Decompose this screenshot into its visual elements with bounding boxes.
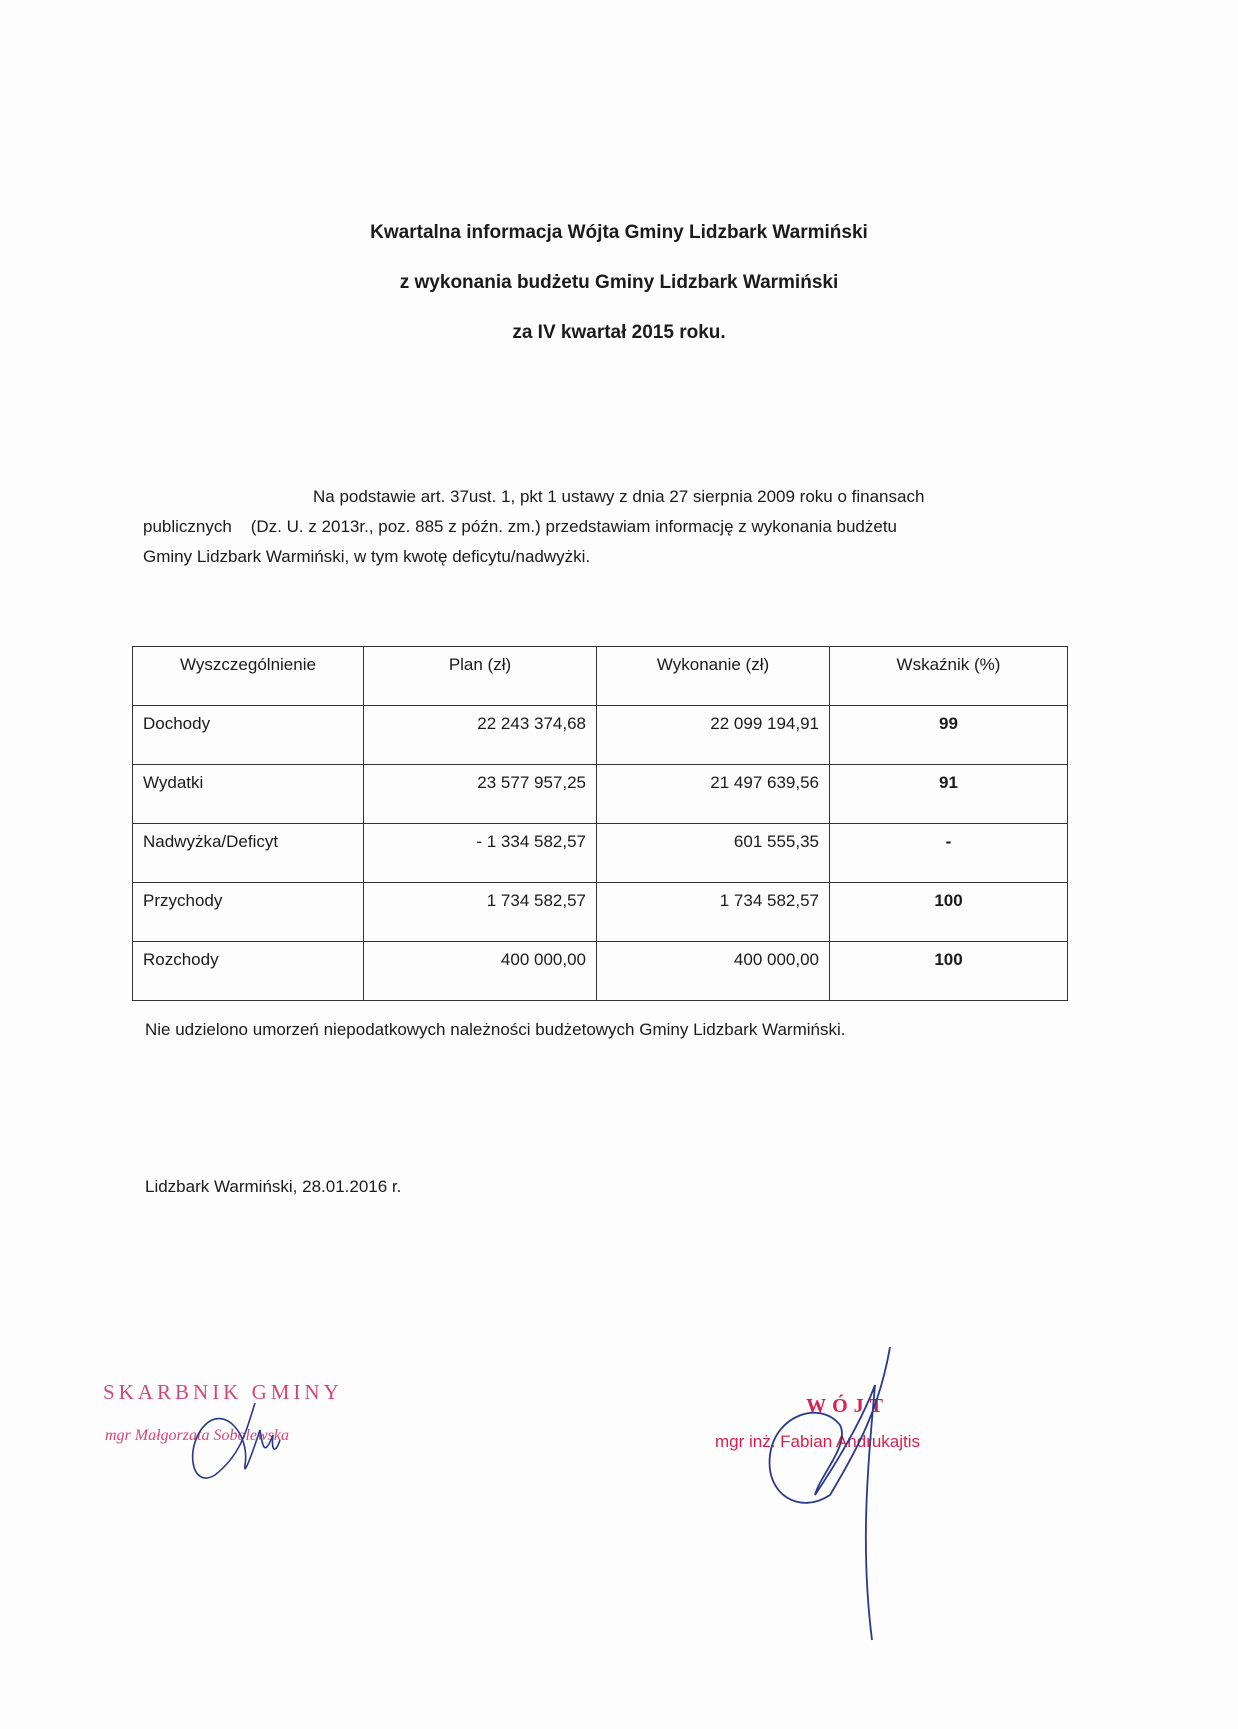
ratio-value: 100 — [830, 942, 1068, 1001]
table-row — [133, 883, 1068, 942]
execution-value: 22 099 194,91 — [597, 706, 830, 765]
header-cell: Wskaźnik (%) — [830, 647, 1068, 706]
intro-line3: Gminy Lidzbark Warmiński, w tym kwotę deficytu/nadwyżki. — [143, 547, 591, 566]
ratio-value: 100 — [830, 883, 1068, 942]
intro-line1: Na podstawie art. 37ust. 1, pkt 1 ustawy z dnia 27 sierpnia 2009 roku o finansach — [313, 487, 925, 506]
plan-value: 400 000,00 — [364, 942, 597, 1001]
intro-paragraph — [143, 482, 1063, 572]
table-row — [133, 706, 1068, 765]
remission-note: Nie udzielono umorzeń niepodatkowych należności budżetowych Gminy Lidzbark Warmiński. — [145, 1020, 846, 1039]
table-header-row — [133, 647, 1068, 706]
table-row — [133, 942, 1068, 1001]
header-cell: Wyszczególnienie — [133, 647, 364, 706]
mayor-stamp-title: WÓJT — [806, 1395, 889, 1417]
intro-line2: publicznych (Dz. U. z 2013r., poz. 885 z późn. zm.) przedstawiam informację z wykonania budżetu — [143, 517, 898, 536]
row-label: Nadwyżka/Deficyt — [133, 824, 364, 883]
plan-value: 22 243 374,68 — [364, 706, 597, 765]
plan-value: 1 734 582,57 — [364, 883, 597, 942]
treasurer-stamp-name: mgr Małgorzata Sobolewska — [105, 1427, 289, 1444]
place-date: Lidzbark Warmiński, 28.01.2016 r. — [145, 1177, 402, 1196]
plan-value: - 1 334 582,57 — [364, 824, 597, 883]
table-row — [133, 765, 1068, 824]
ratio-value: - — [830, 824, 1068, 883]
header-cell: Wykonanie (zł) — [597, 647, 830, 706]
table-row — [133, 824, 1068, 883]
execution-value: 21 497 639,56 — [597, 765, 830, 824]
document-title-line2: z wykonania budżetu Gminy Lidzbark Warmiński — [399, 272, 839, 293]
row-label: Dochody — [133, 706, 364, 765]
treasurer-stamp-title: SKARBNIK GMINY — [103, 1380, 343, 1404]
document-title-line3: za IV kwartał 2015 roku. — [512, 322, 726, 343]
plan-value: 23 577 957,25 — [364, 765, 597, 824]
treasurer-signature-icon — [185, 1395, 295, 1490]
row-label: Rozchody — [133, 942, 364, 1001]
budget-table — [132, 646, 1068, 1001]
mayor-stamp-name: mgr inż. Fabian Andrukajtis — [715, 1432, 921, 1451]
execution-value: 1 734 582,57 — [597, 883, 830, 942]
row-label: Wydatki — [133, 765, 364, 824]
header-cell: Plan (zł) — [364, 647, 597, 706]
document-title-line1: Kwartalna informacja Wójta Gminy Lidzbark Warmiński — [370, 222, 868, 243]
execution-value: 601 555,35 — [597, 824, 830, 883]
mayor-signature-icon — [760, 1345, 900, 1645]
ratio-value: 91 — [830, 765, 1068, 824]
execution-value: 400 000,00 — [597, 942, 830, 1001]
row-label: Przychody — [133, 883, 364, 942]
ratio-value: 99 — [830, 706, 1068, 765]
